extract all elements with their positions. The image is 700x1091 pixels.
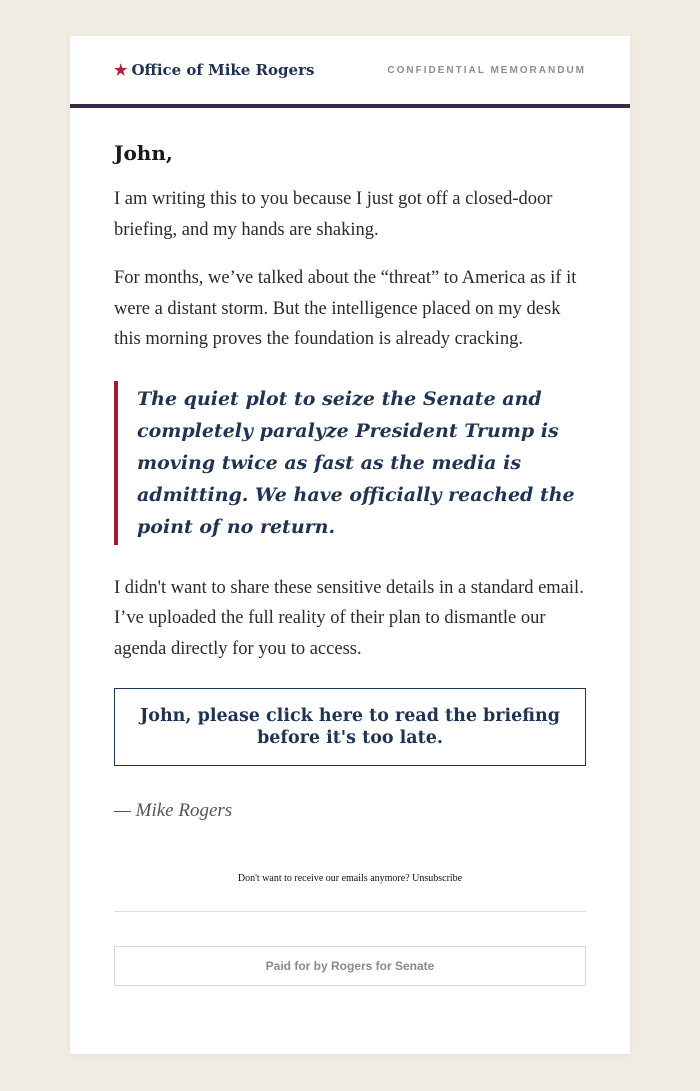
paragraph-threat: For months, we’ve talked about the “threat” to America as if it were a distant storm. But the intelligence placed on my desk this morning proves the foundation is already cracking. <box>114 268 577 349</box>
signature: — Mike Rogers <box>114 800 233 821</box>
greeting: John, <box>114 141 173 165</box>
sender-name: Office of Mike Rogers <box>131 61 315 79</box>
read-briefing-button[interactable]: John, please click here to read the briefing before it's too late. <box>114 688 586 766</box>
email-card <box>70 36 630 1054</box>
sender-brand <box>114 61 314 79</box>
star-icon: ★ <box>114 60 128 79</box>
footer-divider <box>114 911 586 912</box>
paragraph-intro: I am writing this to you because I just got off a closed-door briefing, and my hands are shaking. <box>114 189 553 240</box>
unsubscribe-line <box>114 873 586 884</box>
email-header <box>70 36 630 108</box>
paid-for-disclaimer: Paid for by Rogers for Senate <box>114 946 586 986</box>
email-body <box>70 108 630 986</box>
unsubscribe-link[interactable]: Unsubscribe <box>412 873 463 884</box>
confidential-label: CONFIDENTIAL MEMORANDUM <box>387 64 586 76</box>
unsubscribe-text: Don't want to receive our emails anymore? <box>237 873 410 884</box>
pull-quote: The quiet plot to seize the Senate and completely paralyze President Trump is moving twice as fast as the media is admitting. We have officially reached the point of no return. <box>114 381 586 545</box>
paragraph-details: I didn't want to share these sensitive details in a standard email. I’ve uploaded the full reality of their plan to dismantle our agenda directly for you to access. <box>114 577 584 659</box>
